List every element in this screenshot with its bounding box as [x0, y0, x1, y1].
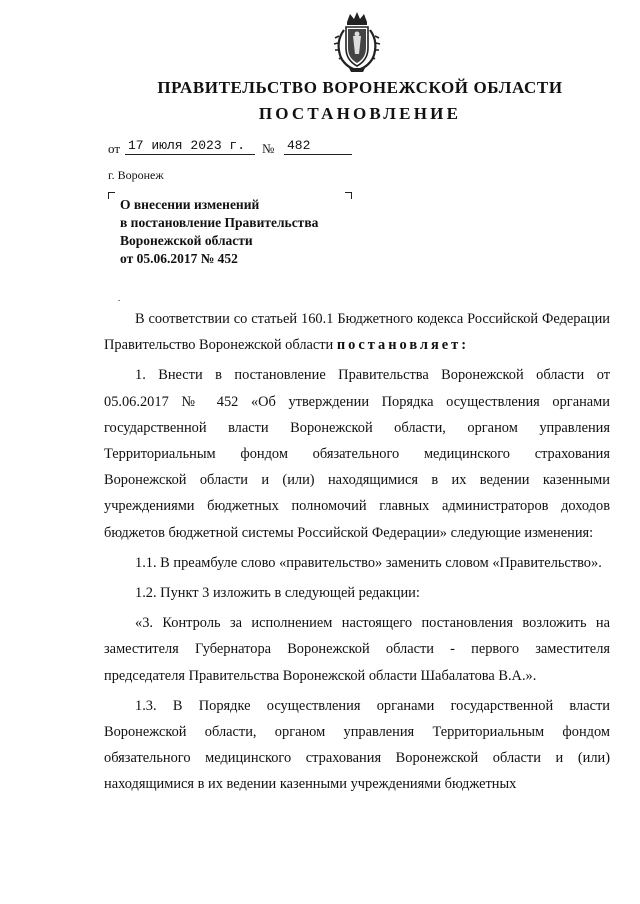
subject-line: О внесении изменений	[120, 197, 260, 212]
subject-line: в постановление Правительства	[120, 215, 319, 230]
document-number: 482	[284, 138, 352, 155]
document-body	[104, 306, 610, 800]
subject-line: от 05.06.2017 № 452	[120, 251, 238, 266]
date-prefix: от	[108, 141, 121, 156]
document-date: 17 июля 2023 г.	[125, 138, 255, 155]
clause-1-2: 1.2. Пункт 3 изложить в следующей редакции:	[135, 585, 420, 602]
document-type-title: ПОСТАНОВЛЕНИЕ	[258, 104, 462, 123]
document-subject	[120, 196, 370, 268]
clause-1-2-quote: «3. Контроль за исполнением настоящего постановления возложить на заместителя Губернатора Воронежской области - первого заместителя председателя Правительства Воронежской области Шабалатова В.А.».	[104, 615, 610, 684]
clause-1: 1. Внести в постановление Правительства Воронежской области от 05.06.2017 № 452 «Об утверждении Порядка осуществления органами государственной власти Воронежской области, органом управления Территориальным фондом обязательного медицинского страхования Воронежской области и (или) находящимися в их ведении казенными учреждениями бюджетных полномочий главных администраторов доходов бюджетов бюджетной системы Российской Федерации» следующие изменения:	[104, 367, 610, 541]
decree-word: постановляет:	[336, 337, 470, 354]
coat-of-arms-icon	[327, 10, 387, 74]
organization-title: ПРАВИТЕЛЬСТВО ВОРОНЕЖСКОЙ ОБЛАСТИ	[157, 78, 563, 97]
preamble-paragraph	[104, 306, 610, 358]
number-prefix: №	[262, 141, 275, 156]
scan-speck	[118, 300, 120, 301]
clause-1-1: 1.1. В преамбуле слово «правительство» заменить словом «Правительство».	[135, 554, 602, 571]
city-label: г. Воронеж	[108, 168, 164, 182]
subject-bracket-left	[108, 192, 115, 199]
subject-line: Воронежской области	[120, 233, 253, 248]
date-number-row	[108, 138, 368, 158]
preamble-text: В соответствии со статьей 160.1 Бюджетного кодекса Российской Федерации Правительство Воронежской области	[104, 311, 610, 354]
clause-1-3: 1.3. В Порядке осуществления органами государственной власти Воронежской области, органом управления Территориальным фондом обязательного медицинского страхования Воронежской области и (или) находящимися в их ведении казенными учреждениями бюджетных	[104, 697, 610, 793]
